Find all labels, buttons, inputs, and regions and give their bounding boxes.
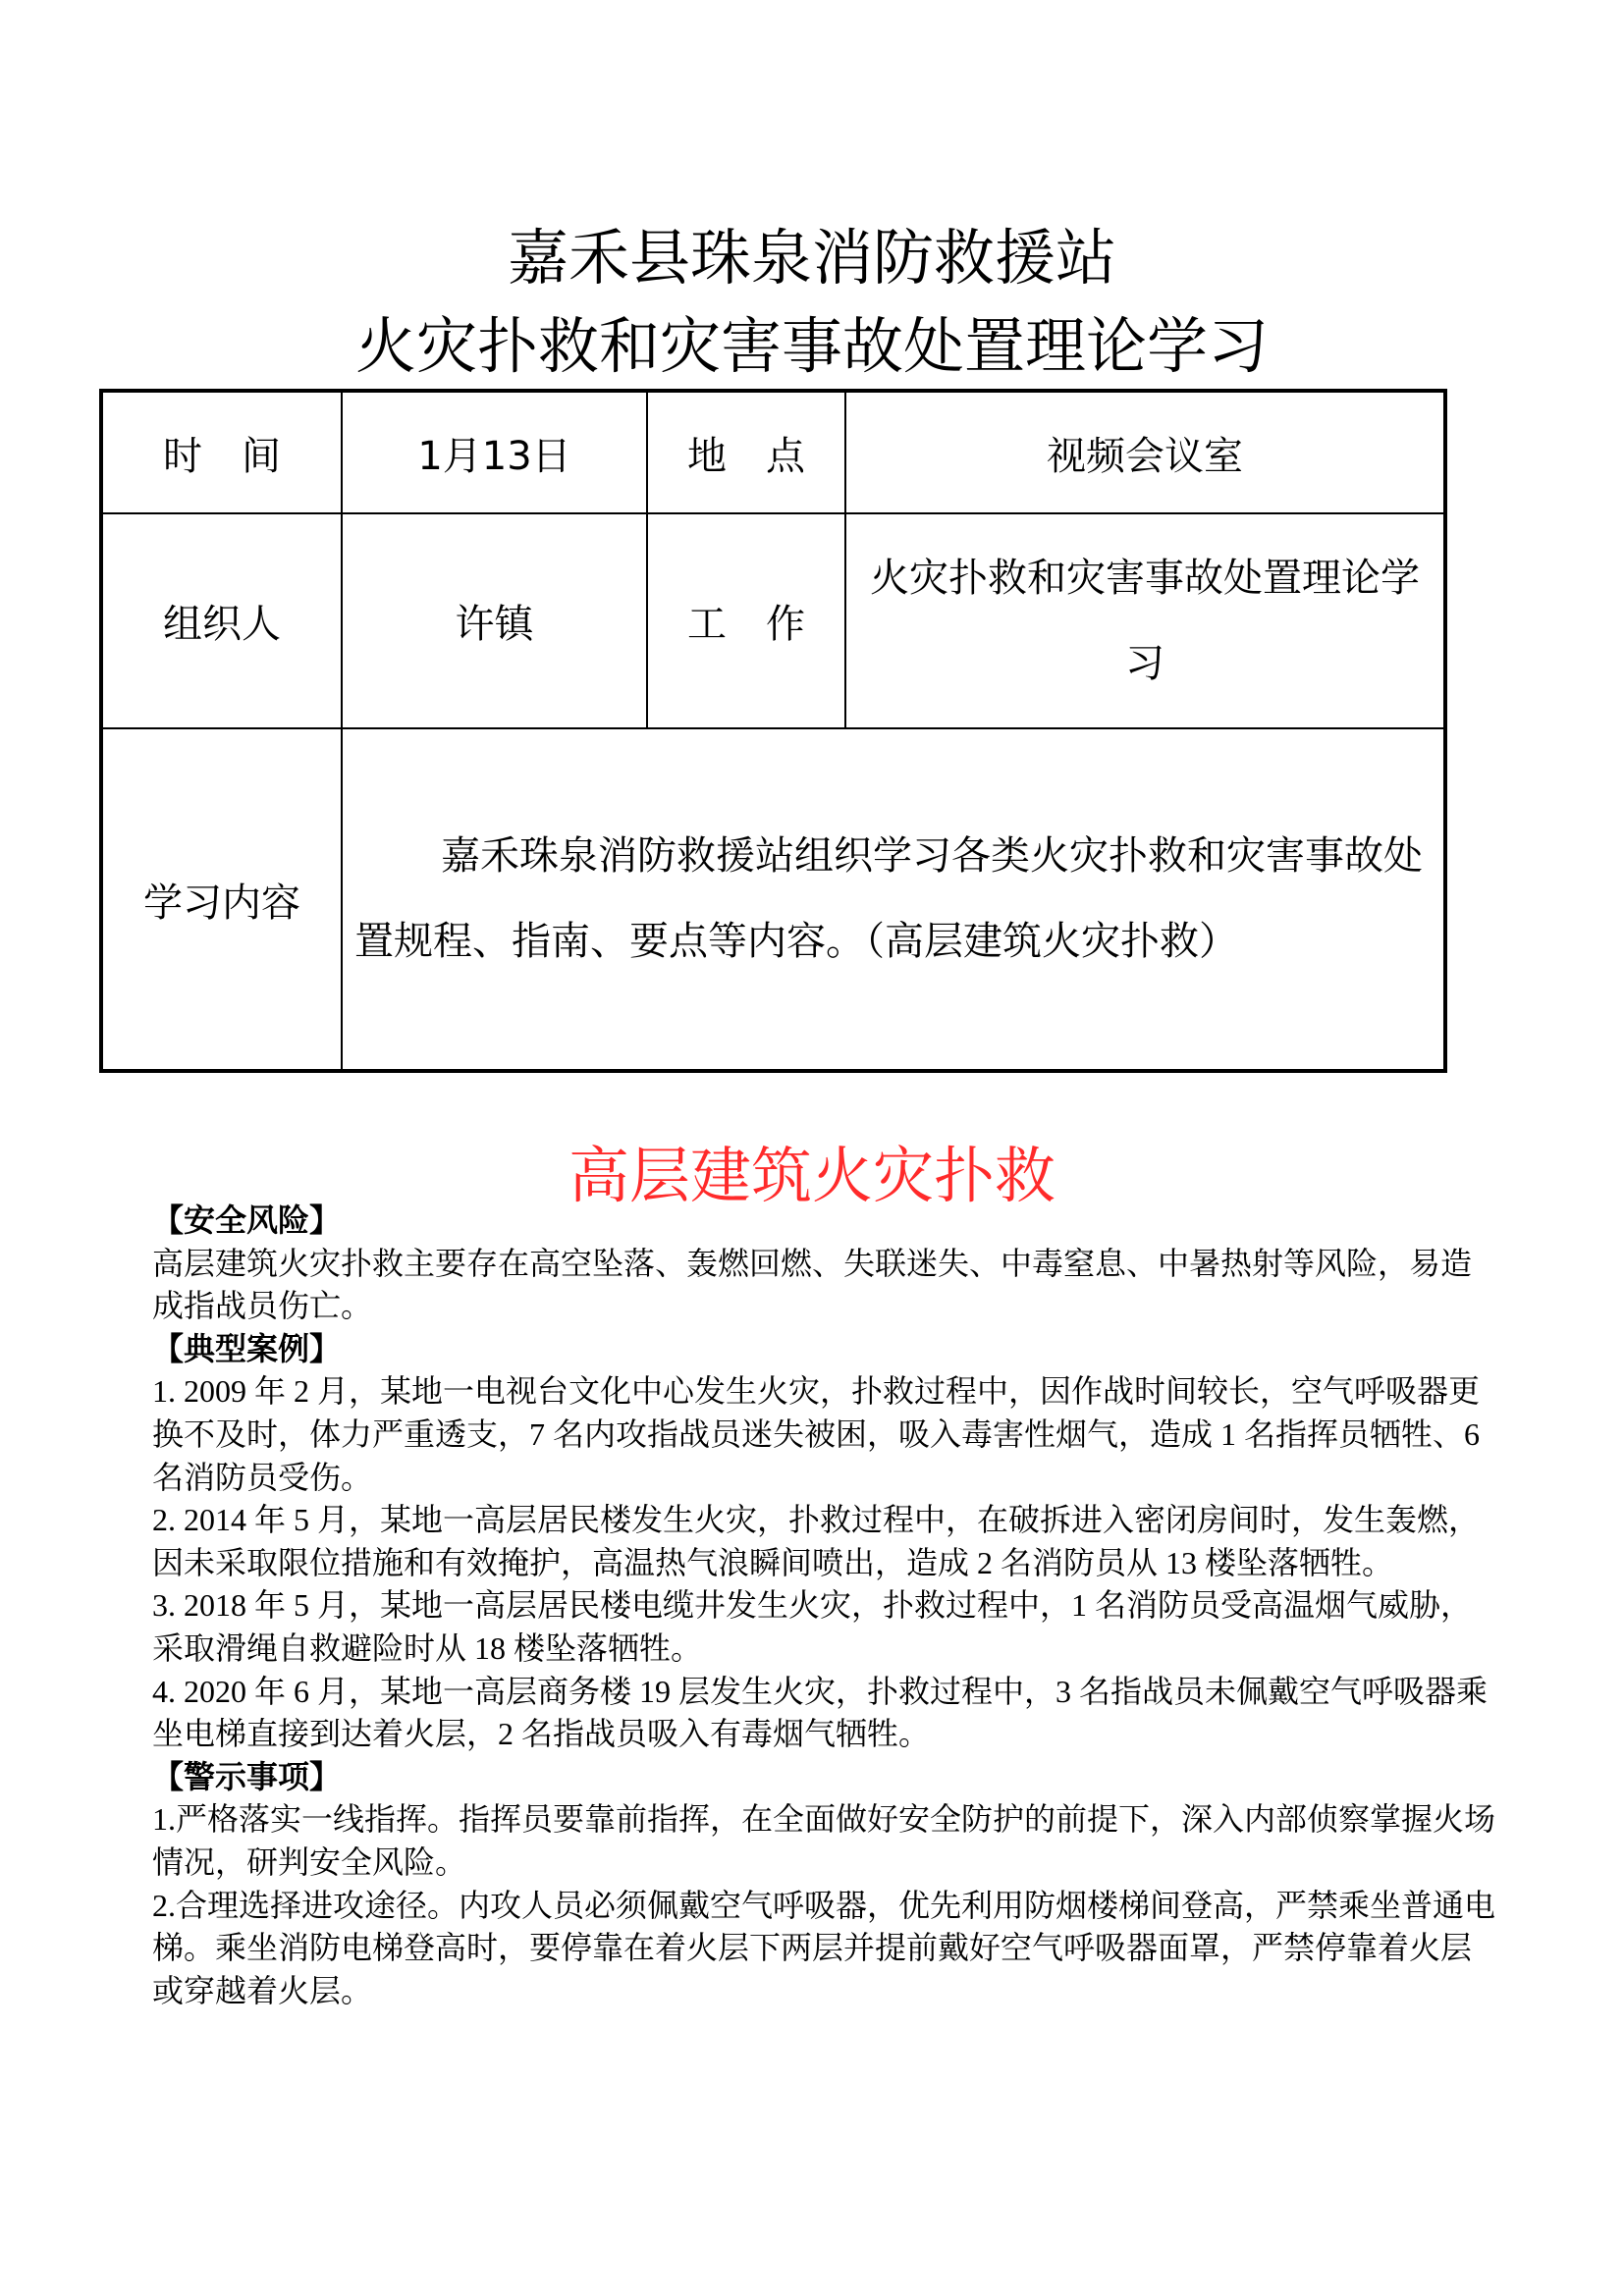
doc-title-line1: 嘉禾县珠泉消防救援站 bbox=[507, 222, 1116, 294]
section-title: 高层建筑火灾扑救 bbox=[568, 1140, 1056, 1211]
content-value: 嘉禾珠泉消防救援站组织学习各类火灾扑救和灾害事故处置规程、指南、要点等内容。（高层建筑火灾扑救） bbox=[342, 728, 1445, 1071]
place-label: 地 点 bbox=[647, 391, 845, 513]
risk-text: 高层建筑火灾扑救主要存在高空坠落、轰燃回燃、失联迷失、中毒窒息、中暑热射等风险，易造成指战员伤亡。 bbox=[152, 1245, 1473, 1324]
organizer-value: 许镇 bbox=[342, 513, 647, 728]
cases-heading: 【典型案例】 bbox=[152, 1330, 342, 1366]
info-table bbox=[99, 389, 1447, 1073]
organizer-label: 组织人 bbox=[101, 513, 342, 728]
warning-item: 1.严格落实一线指挥。指挥员要靠前指挥，在全面做好安全防护的前提下，深入内部侦察掌握火场情况，研判安全风险。 bbox=[152, 1801, 1496, 1880]
case-item: 2. 2014 年 5 月，某地一高层居民楼发生火灾，扑救过程中，在破拆进入密闭房间时，发生轰燃，因未采取限位措施和有效掩护，高温热气浪瞬间喷出，造成 2 名消防员从 13 楼坠落牺牲。 bbox=[152, 1502, 1481, 1580]
document-body bbox=[152, 1200, 1502, 2012]
place-value: 视频会议室 bbox=[845, 391, 1445, 513]
time-value: 1月13日 bbox=[342, 391, 647, 513]
warning-item: 2.合理选择进攻途径。内攻人员必须佩戴空气呼吸器，优先利用防烟楼梯间登高，严禁乘坐普通电梯。乘坐消防电梯登高时，要停靠在着火层下两层并提前戴好空气呼吸器面罩，严禁停靠着火层或穿越着火层。 bbox=[152, 1887, 1496, 2008]
risk-heading: 【安全风险】 bbox=[152, 1202, 342, 1238]
work-label: 工 作 bbox=[647, 513, 845, 728]
work-value: 火灾扑救和灾害事故处置理论学习 bbox=[845, 513, 1445, 728]
warnings-heading: 【警示事项】 bbox=[152, 1758, 342, 1794]
content-label: 学习内容 bbox=[101, 728, 342, 1071]
case-item: 3. 2018 年 5 月，某地一高层居民楼电缆井发生火灾，扑救过程中，1 名消防员受高温烟气威胁，采取滑绳自救避险时从 18 楼坠落牺牲。 bbox=[152, 1587, 1473, 1666]
time-label: 时 间 bbox=[101, 391, 342, 513]
case-item: 4. 2020 年 6 月，某地一高层商务楼 19 层发生火灾，扑救过程中，3 名指战员未佩戴空气呼吸器乘坐电梯直接到达着火层，2 名指战员吸入有毒烟气牺牲。 bbox=[152, 1673, 1489, 1752]
case-item: 1. 2009 年 2 月，某地一电视台文化中心发生火灾，扑救过程中，因作战时间较长，空气呼吸器更换不及时，体力严重透支，7 名内攻指战员迷失被困，吸入毒害性烟气，造成 1 名指挥员牺牲、6 名消防员受伤。 bbox=[152, 1373, 1481, 1495]
doc-title-line2: 火灾扑救和灾害事故处置理论学习 bbox=[354, 310, 1269, 382]
